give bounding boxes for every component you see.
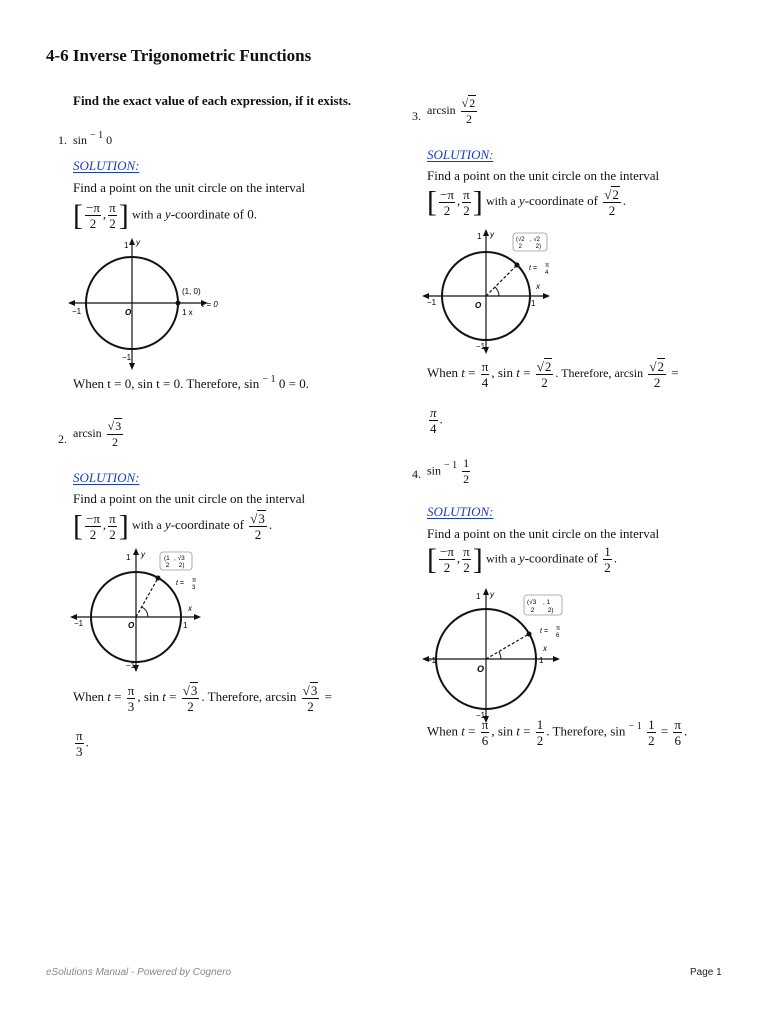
svg-text:(1: (1 bbox=[164, 555, 170, 562]
svg-text:4: 4 bbox=[545, 270, 549, 276]
problem-2-number: 2. bbox=[58, 432, 67, 446]
solution-label-2: SOLUTION: bbox=[73, 470, 140, 485]
svg-text:1: 1 bbox=[126, 553, 131, 562]
svg-text:1 x: 1 x bbox=[182, 308, 193, 317]
svg-text:x: x bbox=[188, 604, 192, 613]
svg-text:O: O bbox=[125, 308, 132, 317]
svg-text:−1: −1 bbox=[427, 298, 437, 307]
interval-line-2: [ $\frac{-\pi}{2}$ , $\frac{\pi}{2}$ ] with a y-coordinate of $\frac{√3}{2}$ . bbox=[73, 509, 273, 543]
svg-text:, √3: , √3 bbox=[174, 555, 185, 562]
svg-text:−1: −1 bbox=[476, 711, 486, 720]
svg-text:(1, 0): (1, 0) bbox=[182, 287, 201, 296]
svg-text:O: O bbox=[477, 664, 485, 674]
svg-text:2): 2) bbox=[546, 607, 554, 614]
svg-text:y: y bbox=[490, 590, 494, 599]
problem-1-number: 1. bbox=[58, 133, 67, 147]
problem-1-expression: sin $^{- 1}$ 0 bbox=[73, 130, 113, 147]
svg-text:π: π bbox=[545, 263, 550, 269]
svg-text:t = 0: t = 0 bbox=[202, 300, 218, 309]
svg-text:3: 3 bbox=[192, 585, 196, 591]
svg-text:y: y bbox=[490, 230, 494, 239]
svg-text:O: O bbox=[475, 301, 482, 310]
svg-text:1: 1 bbox=[183, 621, 188, 630]
svg-text:t =: t = bbox=[540, 628, 548, 635]
svg-text:π: π bbox=[192, 578, 197, 584]
solution-label-3: SOLUTION: bbox=[427, 147, 494, 162]
svg-text:6: 6 bbox=[556, 633, 560, 639]
problem-4-number: 4. bbox=[412, 467, 421, 481]
svg-text:, 1: , 1 bbox=[543, 599, 551, 606]
instructions: Find the exact value of each expression, if it exists. bbox=[73, 93, 352, 108]
svg-text:1: 1 bbox=[124, 241, 129, 250]
svg-text:1: 1 bbox=[477, 232, 482, 241]
svg-text:(√2: (√2 bbox=[516, 237, 525, 243]
find-text-3: Find a point on the unit circle on the interval bbox=[427, 168, 660, 183]
svg-text:1: 1 bbox=[476, 592, 481, 601]
interval-line-3: [ $\frac{-\pi}{2}$ , $\frac{\pi}{2}$ ] with a y-coordinate of $\frac{√2}{2}$ . bbox=[427, 185, 627, 219]
svg-text:π: π bbox=[556, 626, 561, 632]
svg-text:y: y bbox=[141, 550, 145, 559]
unit-circle-graph-1 bbox=[64, 234, 234, 374]
conclusion-1: When t = 0, sin t = 0. Therefore, sin $^{- 1}$ 0 = 0. bbox=[73, 374, 310, 391]
svg-text:2): 2) bbox=[177, 562, 185, 569]
svg-text:O: O bbox=[128, 621, 135, 630]
svg-text:−1: −1 bbox=[476, 342, 486, 351]
svg-text:−1: −1 bbox=[122, 353, 132, 362]
svg-text:−1: −1 bbox=[427, 656, 437, 665]
svg-text:x: x bbox=[536, 282, 540, 291]
svg-text:, √2: , √2 bbox=[530, 237, 540, 243]
solution-label-1: SOLUTION: bbox=[73, 158, 140, 173]
svg-text:2): 2) bbox=[534, 244, 542, 250]
find-text-1: Find a point on the unit circle on the interval bbox=[73, 180, 306, 195]
interval-line-4: [ $\frac{-\pi}{2}$ , $\frac{\pi}{2}$ ] with a y-coordinate of $\frac{1}{2}$ . bbox=[427, 543, 617, 576]
footer-text: eSolutions Manual - Powered by Cognero bbox=[46, 967, 232, 978]
page-number: Page 1 bbox=[690, 967, 722, 978]
conclusion-2-result: $\frac{\pi}{3}$ . bbox=[76, 728, 89, 759]
unit-circle-graph-2 bbox=[64, 544, 234, 674]
interval-line-1: [ $\frac{-\pi}{2}$ , $\frac{\pi}{2}$ ] with a y-coordinate of 0. bbox=[73, 199, 257, 232]
svg-text:2: 2 bbox=[529, 607, 535, 614]
find-text-2: Find a point on the unit circle on the interval bbox=[73, 491, 306, 506]
svg-text:1: 1 bbox=[531, 299, 536, 308]
conclusion-2: When t = $\frac{\pi}{3}$ , sin t = $\frac{√3}{2}$ . Therefore, arcsin $\frac{√3}{2}$ = bbox=[73, 682, 332, 714]
svg-text:t =: t = bbox=[529, 265, 537, 272]
unit-circle-graph-3 bbox=[418, 226, 578, 356]
problem-2-expression: arcsin $\frac{√3}{2}$ bbox=[73, 419, 122, 449]
svg-text:x: x bbox=[543, 644, 547, 653]
find-text-4: Find a point on the unit circle on the interval bbox=[427, 526, 660, 541]
conclusion-3-result: $\frac{\pi}{4}$ . bbox=[430, 405, 443, 436]
svg-text:−1: −1 bbox=[74, 619, 84, 628]
problem-3-expression: arcsin $\frac{√2}{2}$ bbox=[427, 96, 476, 126]
svg-text:2: 2 bbox=[517, 244, 523, 250]
svg-text:−1: −1 bbox=[72, 307, 82, 316]
page-title: 4-6 Inverse Trigonometric Functions bbox=[46, 46, 312, 65]
problem-3-number: 3. bbox=[412, 109, 421, 123]
svg-text:(√3: (√3 bbox=[527, 599, 537, 606]
problem-4-expression: sin $^{- 1}$ $\frac{1}{2}$ bbox=[427, 456, 470, 486]
conclusion-3: When t = $\frac{\pi}{4}$ , sin t = $\frac{√2}{2}$ . Therefore, arcsin $\frac{√2}{2}$ = bbox=[427, 358, 679, 390]
svg-text:2: 2 bbox=[164, 562, 170, 569]
solution-label-4: SOLUTION: bbox=[427, 504, 494, 519]
conclusion-4: When t = $\frac{\pi}{6}$ , sin t = $\frac{1}{2}$ . Therefore, sin $^{- 1}$ $\frac{1}{2}$ = $\frac{\pi}{6}$ . bbox=[427, 717, 688, 748]
svg-text:−1: −1 bbox=[126, 661, 136, 670]
svg-text:t =: t = bbox=[176, 580, 184, 587]
svg-text:y: y bbox=[136, 238, 140, 247]
svg-text:1: 1 bbox=[539, 656, 544, 665]
unit-circle-graph-4 bbox=[418, 585, 588, 725]
